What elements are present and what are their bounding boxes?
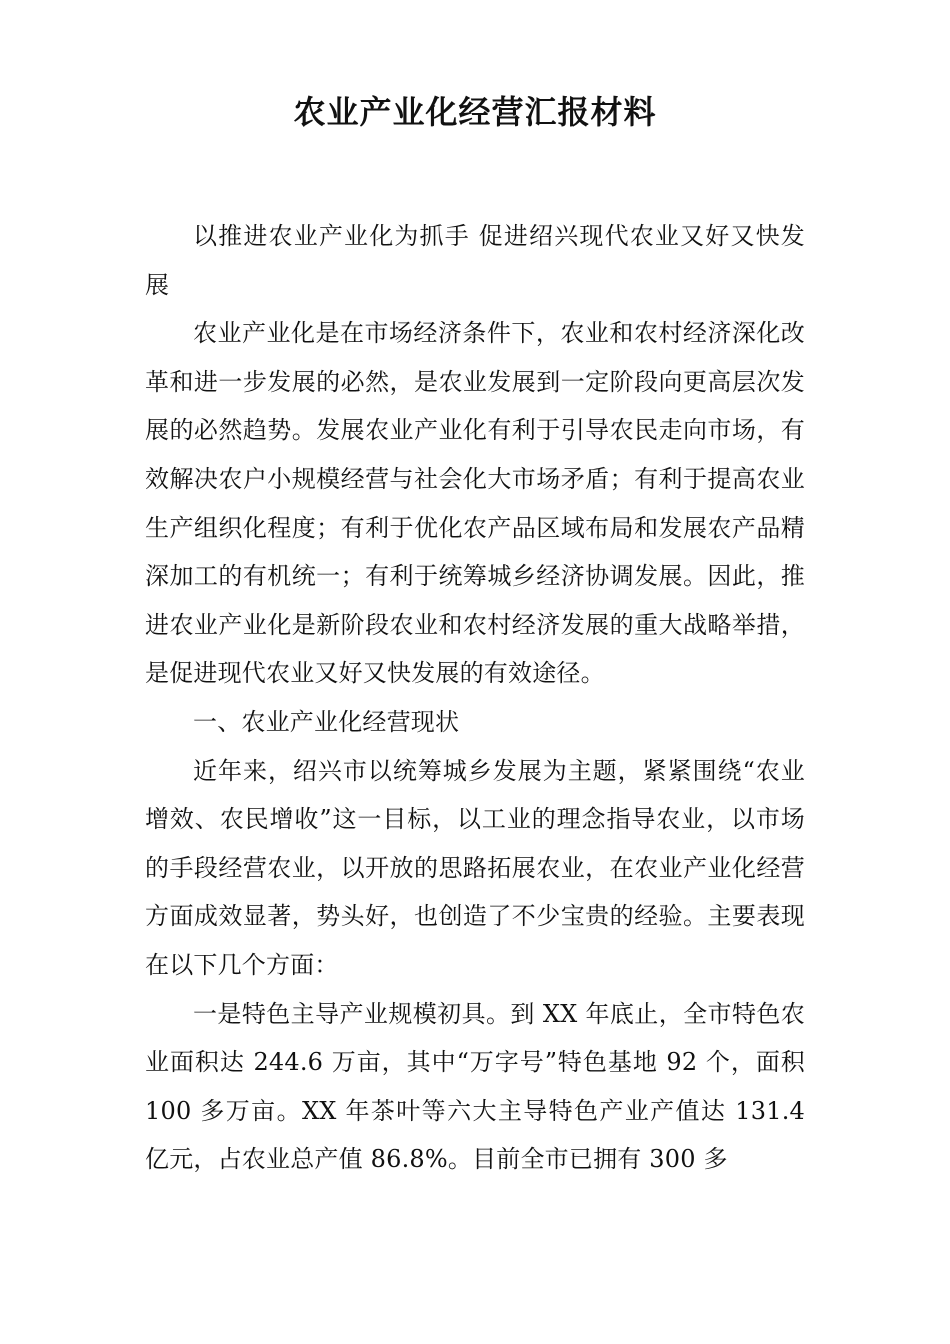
intro-paragraph: 农业产业化是在市场经济条件下，农业和农村经济深化改革和进一步发展的必然，是农业发展到一定阶段向更高层次发展的必然趋势。发展农业产业化有利于引导农民走向市场，有效解决农户小规模经营与社会化大市场矛盾；有利于提高农业生产组织化程度；有利于优化农产品区域布局和发展农产品精深加工的有机统一；有利于统筹城乡经济协调发展。因此，推进农业产业化是新阶段农业和农村经济发展的重大战略举措，是促进现代农业又好又快发展的有效途径。 (145, 319, 805, 688)
point-one-paragraph: 一是特色主导产业规模初具。到 XX 年底止，全市特色农业面积达 244.6 万亩，其中“万字号”特色基地 92 个，面积 100 多万亩。XX 年茶叶等六大主导特色产业产值达 131.4 亿元，占农业总产值 86.8%。目前全市已拥有 300 多 (145, 999, 805, 1174)
document-title: 农业产业化经营汇报材料 (293, 93, 657, 131)
overview-paragraph: 近年来，绍兴市以统筹城乡发展为主题，紧紧围绕“农业增效、农民增收”这一目标，以工业的理念指导农业，以市场的手段经营农业，以开放的思路拓展农业，在农业产业化经营方面成效显著，势头好，也创造了不少宝贵的经验。主要表现在以下几个方面： (145, 756, 805, 979)
document-body (145, 212, 805, 1184)
section-heading: 一、农业产业化经营现状 (193, 707, 460, 736)
subtitle-paragraph: 以推进农业产业化为抓手 促进绍兴现代农业又好又快发展 (145, 222, 805, 299)
